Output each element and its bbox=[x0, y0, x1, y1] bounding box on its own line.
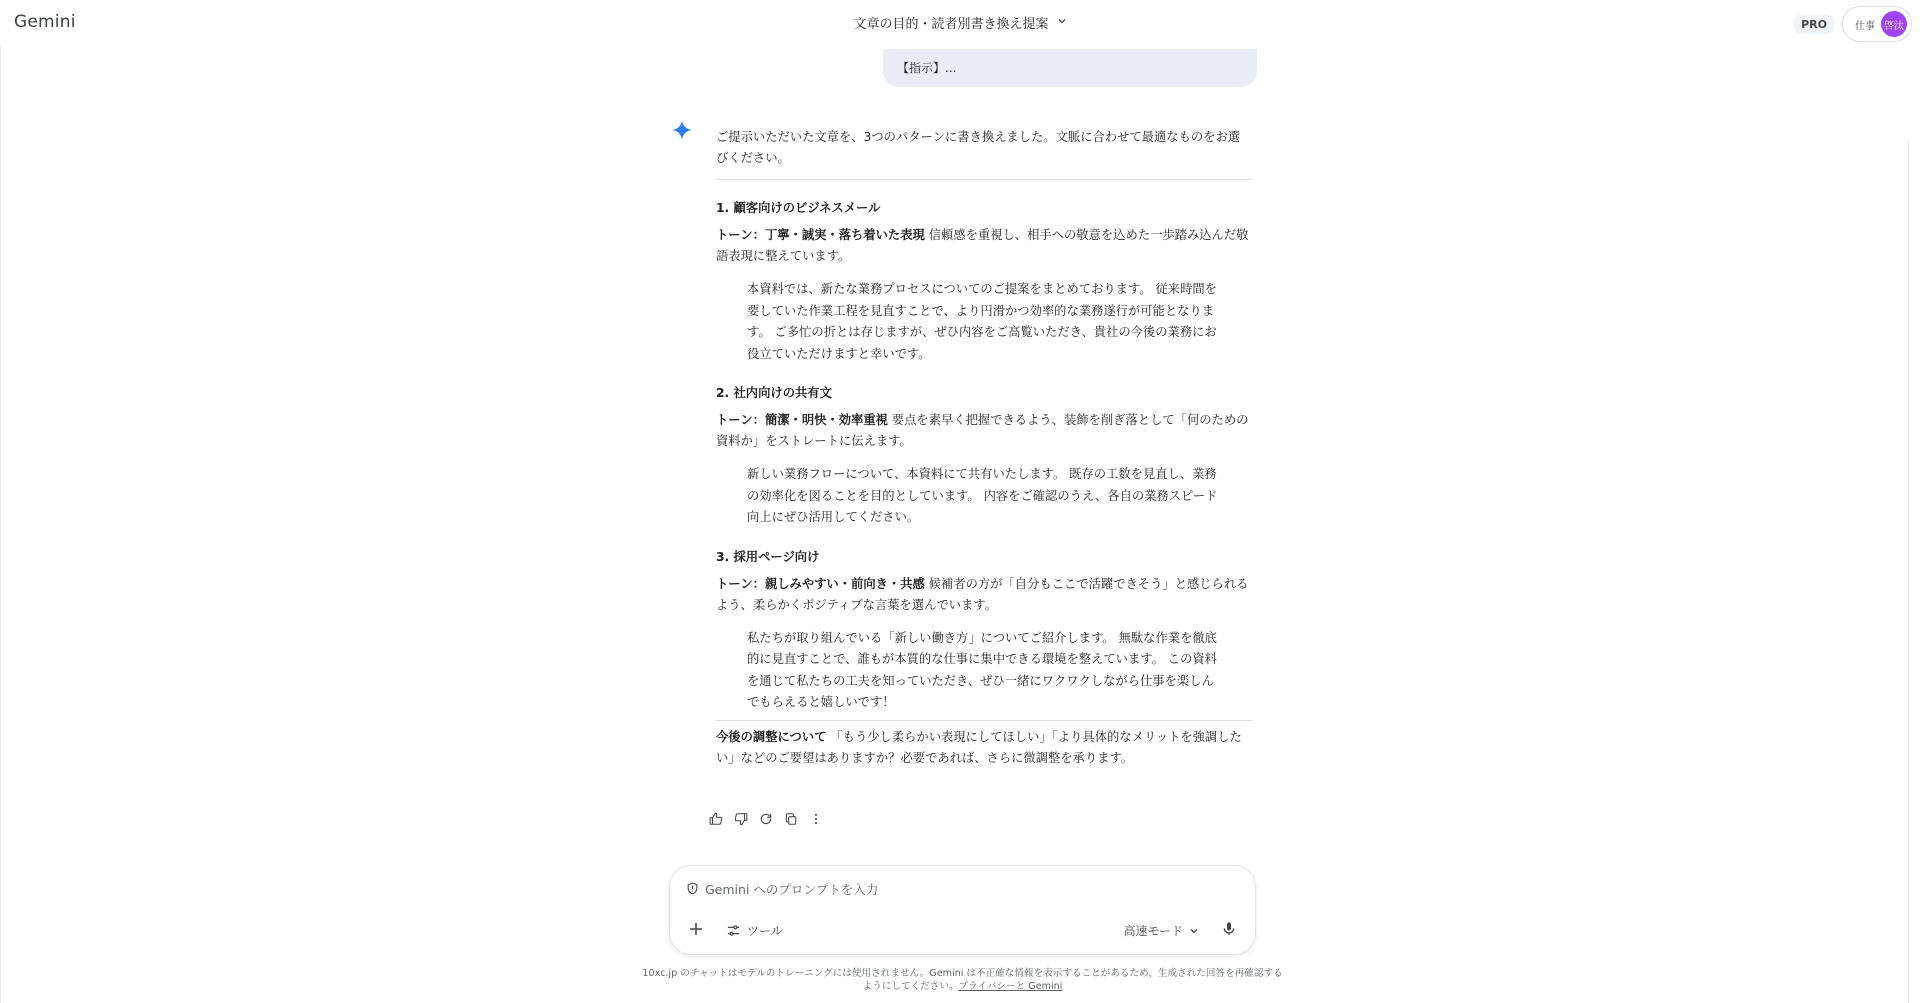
refresh-icon[interactable] bbox=[758, 811, 774, 827]
plus-icon bbox=[688, 921, 704, 937]
microphone-icon bbox=[1221, 921, 1237, 937]
response-intro: ご提示いただいた文章を、3つのパターンに書き換えました。文脈に合わせて最適なものをお選びください。 bbox=[716, 130, 1241, 165]
disclaimer-footer bbox=[640, 967, 1285, 993]
chevron-down-icon bbox=[1057, 16, 1067, 29]
top-bar bbox=[0, 0, 1920, 46]
response-actions bbox=[708, 811, 824, 827]
thumb-down-icon[interactable] bbox=[733, 811, 749, 827]
tone-label: トーン：親しみやすい・前向き・共感 bbox=[716, 576, 925, 591]
thumb-up-icon[interactable] bbox=[708, 811, 724, 827]
account-label: 仕事 bbox=[1855, 20, 1875, 32]
response-closing bbox=[716, 727, 1252, 769]
section-tone bbox=[716, 225, 1252, 267]
section-quote: 私たちが取り組んでいる「新しい働き方」についてご紹介します。 無駄な作業を徹底的に見直すことで、誰もが本質的な仕事に集中できる環境を整えています。 この資料を通じて私たちの工夫を知っていただき、ぜひ一緒にワクワクしながら仕事を楽しんでもらえると嬉しいです！ bbox=[747, 630, 1217, 709]
copy-icon[interactable] bbox=[783, 811, 799, 827]
section-title: 1. 顧客向けのビジネスメール bbox=[716, 201, 881, 215]
prompt-box bbox=[669, 865, 1256, 955]
gemini-spark-icon bbox=[671, 119, 693, 141]
scrollbar[interactable] bbox=[1908, 140, 1920, 1003]
closing-label: 今後の調整について bbox=[716, 729, 827, 744]
privacy-link[interactable]: プライバシーと Gemini bbox=[958, 981, 1063, 992]
brand-logo[interactable]: Gemini bbox=[14, 12, 76, 32]
model-response bbox=[716, 127, 1252, 769]
shield-icon bbox=[686, 880, 699, 899]
tools-button[interactable] bbox=[726, 922, 783, 939]
chevron-down-icon bbox=[1189, 926, 1199, 936]
divider bbox=[716, 720, 1252, 721]
more-vert-icon[interactable] bbox=[808, 811, 824, 827]
tone-description: 要点を素早く把握できるよう、装飾を削ぎ落として「何のための資料か」をストレートに伝えます。 bbox=[716, 413, 1249, 448]
closing-text: 「もう少し柔らかい表現にしてほしい」「より具体的なメリットを強調したい」などのご要望はありますか？必要であれば、さらに微調整を承ります。 bbox=[716, 729, 1242, 765]
add-button[interactable] bbox=[688, 920, 704, 940]
tune-icon bbox=[726, 923, 741, 938]
prompt-input[interactable] bbox=[705, 882, 1205, 897]
tone-description: 信頼感を重視し、相手への敬意を込めた一歩踏み込んだ敬語表現に整えています。 bbox=[716, 228, 1249, 263]
microphone-button[interactable] bbox=[1221, 921, 1237, 941]
disclaimer-text: 10xc.jp のチャットはモデルのトレーニングには使用されません。Gemini は不正確な情報を表示することがあるため、生成された回答を再確認するようにしてください。 bbox=[642, 968, 1283, 992]
header-right bbox=[1794, 6, 1912, 42]
prompt-input-row bbox=[686, 880, 1205, 899]
mode-selector[interactable] bbox=[1123, 922, 1199, 939]
mode-label: 高速モード bbox=[1123, 924, 1183, 938]
divider bbox=[716, 179, 1252, 180]
conversation-title: 文章の目的・読者別書き換え提案 bbox=[853, 17, 1049, 32]
section-title: 2. 社内向けの共有文 bbox=[716, 386, 832, 400]
pro-badge: PRO bbox=[1794, 15, 1834, 34]
conversation-title-button[interactable] bbox=[853, 13, 1066, 32]
user-message-bubble[interactable] bbox=[883, 49, 1257, 87]
section-quote: 新しい業務フローについて、本資料にて共有いたします。 既存の工数を見直し、業務の効率化を図ることを目的としています。 内容をご確認のうえ、各自の業務スピード向上にぜひ活用してください。 bbox=[747, 467, 1218, 524]
section-tone bbox=[716, 574, 1252, 616]
user-message-text: 【指示】... bbox=[897, 61, 957, 75]
tone-description: 候補者の方が「自分もここで活躍できそう」と感じられるよう、柔らかくポジティブな言葉を選んでいます。 bbox=[716, 576, 1249, 612]
account-switcher[interactable] bbox=[1842, 6, 1912, 42]
left-edge-divider bbox=[0, 46, 1, 1003]
tone-label: トーン：簡潔・明快・効率重視 bbox=[716, 413, 888, 427]
tools-label: ツール bbox=[747, 924, 783, 938]
section-quote: 本資料では、新たな業務プロセスについてのご提案をまとめております。 従来時間を要していた作業工程を見直すことで、より円滑かつ効率的な業務遂行が可能となります。 ご多忙の折とは存じますが、ぜひ内容をご高覧いただき、貴社の今後の業務にお役立ていただけますと幸いです。 bbox=[747, 282, 1217, 361]
title-wrap bbox=[0, 13, 1920, 32]
section-title: 3. 採用ページ向け bbox=[716, 549, 820, 564]
avatar: 啓汰 bbox=[1881, 11, 1907, 37]
tone-label: トーン：丁寧・誠実・落ち着いた表現 bbox=[716, 228, 925, 242]
section-tone bbox=[716, 410, 1252, 452]
